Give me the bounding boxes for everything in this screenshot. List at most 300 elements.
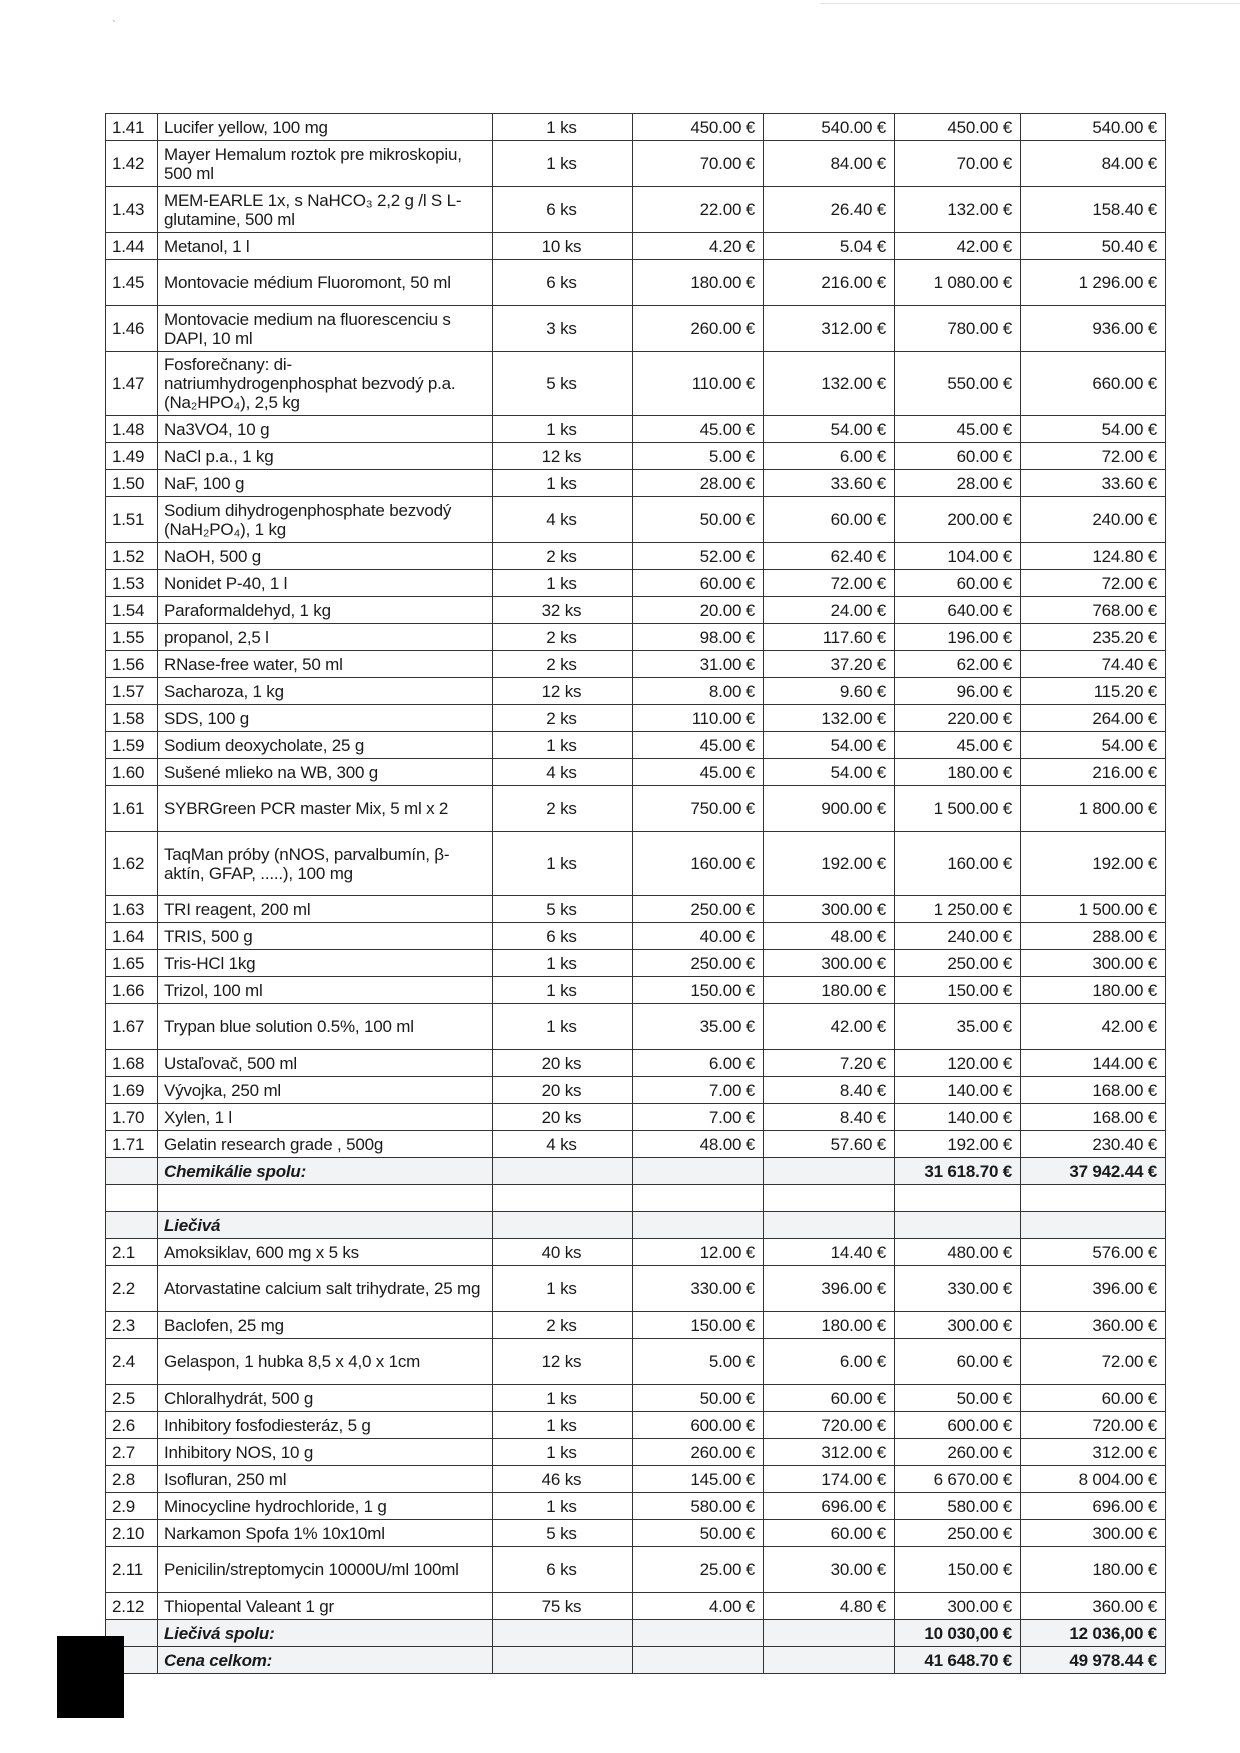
item-quantity: 2 ks: [493, 651, 633, 678]
item-total-vat: 54.00 €: [1021, 416, 1166, 443]
item-unit-price-vat: 5.04 €: [764, 233, 895, 260]
item-unit-price-vat: 62.40 €: [764, 543, 895, 570]
item-unit-price-vat: 72.00 €: [764, 570, 895, 597]
item-number: 1.68: [106, 1050, 158, 1077]
item-unit-price: 52.00 €: [633, 543, 764, 570]
item-unit-price-vat: 696.00 €: [764, 1493, 895, 1520]
item-number: 2.9: [106, 1493, 158, 1520]
item-total-vat: 180.00 €: [1021, 1547, 1166, 1593]
table-row: [106, 1104, 1166, 1131]
table-row: [106, 1412, 1166, 1439]
item-quantity: 5 ks: [493, 1520, 633, 1547]
table-row: [106, 759, 1166, 786]
item-unit-price-vat: 54.00 €: [764, 416, 895, 443]
item-total-vat: 74.40 €: [1021, 651, 1166, 678]
item-total: 45.00 €: [895, 416, 1021, 443]
item-unit-price-vat: 8.40 €: [764, 1104, 895, 1131]
item-number: 1.50: [106, 470, 158, 497]
item-total-vat: 936.00 €: [1021, 306, 1166, 352]
item-unit-price-vat: 37.20 €: [764, 651, 895, 678]
item-name: Fosforečnany: di-natriumhydrogenphosphat bezvodý p.a. (Na₂HPO₄), 2,5 kg: [158, 352, 493, 416]
item-number: 1.51: [106, 497, 158, 543]
item-total: 330.00 €: [895, 1266, 1021, 1312]
item-total: 96.00 €: [895, 678, 1021, 705]
item-unit-price: 4.20 €: [633, 233, 764, 260]
table-row: [106, 114, 1166, 141]
item-total: 300.00 €: [895, 1593, 1021, 1620]
item-total: 42.00 €: [895, 233, 1021, 260]
item-total-vat: 72.00 €: [1021, 570, 1166, 597]
item-total: 160.00 €: [895, 832, 1021, 896]
item-number: 1.47: [106, 352, 158, 416]
item-total-vat: 230.40 €: [1021, 1131, 1166, 1158]
item-total: 104.00 €: [895, 543, 1021, 570]
item-unit-price: 45.00 €: [633, 759, 764, 786]
item-total: 1 500.00 €: [895, 786, 1021, 832]
item-total: 250.00 €: [895, 1520, 1021, 1547]
item-total-vat: 192.00 €: [1021, 832, 1166, 896]
item-unit-price-vat: 117.60 €: [764, 624, 895, 651]
item-quantity: 20 ks: [493, 1104, 633, 1131]
item-number: 1.48: [106, 416, 158, 443]
item-unit-price-vat: 180.00 €: [764, 1312, 895, 1339]
item-name: Amoksiklav, 600 mg x 5 ks: [158, 1239, 493, 1266]
item-total: 450.00 €: [895, 114, 1021, 141]
item-unit-price: 110.00 €: [633, 352, 764, 416]
item-name: RNase-free water, 50 ml: [158, 651, 493, 678]
item-quantity: 2 ks: [493, 705, 633, 732]
item-total-vat: 54.00 €: [1021, 732, 1166, 759]
scan-speck: `: [112, 18, 116, 32]
item-unit-price-vat: 216.00 €: [764, 260, 895, 306]
item-total: 180.00 €: [895, 759, 1021, 786]
totals-section: [106, 1620, 1166, 1674]
item-total-vat: 158.40 €: [1021, 187, 1166, 233]
table-row: [106, 260, 1166, 306]
item-total: 50.00 €: [895, 1385, 1021, 1412]
item-quantity: 5 ks: [493, 896, 633, 923]
item-name: NaOH, 500 g: [158, 543, 493, 570]
item-quantity: 1 ks: [493, 1004, 633, 1050]
item-number: 1.55: [106, 624, 158, 651]
item-unit-price-vat: 132.00 €: [764, 705, 895, 732]
item-unit-price: 750.00 €: [633, 786, 764, 832]
drugs-total-label: Liečivá spolu:: [158, 1620, 493, 1647]
grand-total-label: Cena celkom:: [158, 1647, 493, 1674]
item-unit-price-vat: 60.00 €: [764, 1520, 895, 1547]
item-number: 1.60: [106, 759, 158, 786]
item-unit-price: 260.00 €: [633, 1439, 764, 1466]
item-unit-price: 50.00 €: [633, 1520, 764, 1547]
item-total: 1 250.00 €: [895, 896, 1021, 923]
item-number: 1.58: [106, 705, 158, 732]
item-name: Sušené mlieko na WB, 300 g: [158, 759, 493, 786]
item-unit-price-vat: 312.00 €: [764, 1439, 895, 1466]
item-unit-price: 5.00 €: [633, 443, 764, 470]
item-total: 220.00 €: [895, 705, 1021, 732]
item-quantity: 1 ks: [493, 832, 633, 896]
item-unit-price: 20.00 €: [633, 597, 764, 624]
item-name: Trypan blue solution 0.5%, 100 ml: [158, 1004, 493, 1050]
item-quantity: 1 ks: [493, 1412, 633, 1439]
table-row: [106, 651, 1166, 678]
item-name: Gelatin research grade , 500g: [158, 1131, 493, 1158]
item-unit-price: 70.00 €: [633, 141, 764, 187]
item-total-vat: 396.00 €: [1021, 1266, 1166, 1312]
item-quantity: 10 ks: [493, 233, 633, 260]
table-row: [106, 570, 1166, 597]
item-number: 2.12: [106, 1593, 158, 1620]
item-quantity: 1 ks: [493, 1439, 633, 1466]
item-unit-price: 48.00 €: [633, 1131, 764, 1158]
item-total: 62.00 €: [895, 651, 1021, 678]
item-total: 60.00 €: [895, 443, 1021, 470]
table-row: [106, 470, 1166, 497]
item-number: 1.64: [106, 923, 158, 950]
item-name: MEM-EARLE 1x, s NaHCO₃ 2,2 g /l S L-glutamine, 500 ml: [158, 187, 493, 233]
item-unit-price: 580.00 €: [633, 1493, 764, 1520]
item-unit-price: 450.00 €: [633, 114, 764, 141]
item-quantity: 1 ks: [493, 1385, 633, 1412]
item-unit-price: 150.00 €: [633, 977, 764, 1004]
table-row: [106, 732, 1166, 759]
table-row: [106, 1385, 1166, 1412]
item-total-vat: 144.00 €: [1021, 1050, 1166, 1077]
item-quantity: 2 ks: [493, 543, 633, 570]
item-quantity: 1 ks: [493, 732, 633, 759]
table-row: [106, 705, 1166, 732]
item-total-vat: 115.20 €: [1021, 678, 1166, 705]
item-number: 1.42: [106, 141, 158, 187]
grand-total-row: [106, 1647, 1166, 1674]
item-unit-price-vat: 60.00 €: [764, 497, 895, 543]
item-name: Chloralhydrát, 500 g: [158, 1385, 493, 1412]
item-unit-price-vat: 54.00 €: [764, 759, 895, 786]
item-name: Gelaspon, 1 hubka 8,5 x 4,0 x 1cm: [158, 1339, 493, 1385]
item-total: 780.00 €: [895, 306, 1021, 352]
item-total: 640.00 €: [895, 597, 1021, 624]
item-total: 300.00 €: [895, 1312, 1021, 1339]
item-unit-price: 145.00 €: [633, 1466, 764, 1493]
table-row: [106, 624, 1166, 651]
table-row: [106, 1312, 1166, 1339]
price-table: [105, 113, 1166, 1674]
item-number: 2.10: [106, 1520, 158, 1547]
item-total-vat: 1 800.00 €: [1021, 786, 1166, 832]
item-total-vat: 60.00 €: [1021, 1385, 1166, 1412]
item-name: TaqMan próby (nNOS, parvalbumín, β-aktín, GFAP, .....), 100 mg: [158, 832, 493, 896]
item-unit-price: 8.00 €: [633, 678, 764, 705]
item-number: 2.7: [106, 1439, 158, 1466]
table-row: [106, 1050, 1166, 1077]
item-total: 28.00 €: [895, 470, 1021, 497]
item-quantity: 75 ks: [493, 1593, 633, 1620]
table-row: [106, 1239, 1166, 1266]
item-total: 70.00 €: [895, 141, 1021, 187]
item-unit-price-vat: 312.00 €: [764, 306, 895, 352]
item-name: Na3VO4, 10 g: [158, 416, 493, 443]
item-total: 196.00 €: [895, 624, 1021, 651]
item-name: propanol, 2,5 l: [158, 624, 493, 651]
item-name: Atorvastatine calcium salt trihydrate, 25 mg: [158, 1266, 493, 1312]
item-number: 1.53: [106, 570, 158, 597]
item-unit-price: 5.00 €: [633, 1339, 764, 1385]
item-unit-price: 50.00 €: [633, 497, 764, 543]
item-quantity: 4 ks: [493, 759, 633, 786]
item-quantity: 46 ks: [493, 1466, 633, 1493]
drugs-heading: Liečivá: [158, 1212, 493, 1239]
item-unit-price-vat: 30.00 €: [764, 1547, 895, 1593]
item-total-vat: 300.00 €: [1021, 950, 1166, 977]
item-unit-price-vat: 9.60 €: [764, 678, 895, 705]
item-quantity: 6 ks: [493, 1547, 633, 1593]
item-quantity: 1 ks: [493, 977, 633, 1004]
item-unit-price: 6.00 €: [633, 1050, 764, 1077]
item-number: 1.69: [106, 1077, 158, 1104]
item-total: 60.00 €: [895, 570, 1021, 597]
item-number: 2.3: [106, 1312, 158, 1339]
item-unit-price-vat: 720.00 €: [764, 1412, 895, 1439]
item-quantity: 20 ks: [493, 1050, 633, 1077]
item-unit-price: 35.00 €: [633, 1004, 764, 1050]
item-total-vat: 720.00 €: [1021, 1412, 1166, 1439]
table-row: [106, 233, 1166, 260]
table-row: [106, 1004, 1166, 1050]
item-total-vat: 360.00 €: [1021, 1593, 1166, 1620]
item-total-vat: 72.00 €: [1021, 1339, 1166, 1385]
item-total-vat: 168.00 €: [1021, 1077, 1166, 1104]
item-quantity: 2 ks: [493, 786, 633, 832]
item-total-vat: 8 004.00 €: [1021, 1466, 1166, 1493]
item-number: 1.49: [106, 443, 158, 470]
item-unit-price: 260.00 €: [633, 306, 764, 352]
item-unit-price: 110.00 €: [633, 705, 764, 732]
item-number: 1.57: [106, 678, 158, 705]
item-unit-price: 330.00 €: [633, 1266, 764, 1312]
item-unit-price: 4.00 €: [633, 1593, 764, 1620]
item-quantity: 1 ks: [493, 114, 633, 141]
table-row: [106, 1439, 1166, 1466]
item-unit-price: 250.00 €: [633, 950, 764, 977]
item-number: 1.62: [106, 832, 158, 896]
item-unit-price-vat: 7.20 €: [764, 1050, 895, 1077]
item-number: 1.71: [106, 1131, 158, 1158]
item-quantity: 4 ks: [493, 1131, 633, 1158]
item-number: 2.4: [106, 1339, 158, 1385]
drugs-section: [106, 1239, 1166, 1620]
item-name: Nonidet P-40, 1 l: [158, 570, 493, 597]
table-row: [106, 416, 1166, 443]
table-row: [106, 1266, 1166, 1312]
item-name: Minocycline hydrochloride, 1 g: [158, 1493, 493, 1520]
item-quantity: 32 ks: [493, 597, 633, 624]
item-number: 1.70: [106, 1104, 158, 1131]
item-name: Vývojka, 250 ml: [158, 1077, 493, 1104]
item-total: 150.00 €: [895, 977, 1021, 1004]
item-number: 2.2: [106, 1266, 158, 1312]
item-total-vat: 660.00 €: [1021, 352, 1166, 416]
item-number: 1.67: [106, 1004, 158, 1050]
item-total: 132.00 €: [895, 187, 1021, 233]
item-total-vat: 42.00 €: [1021, 1004, 1166, 1050]
item-total-vat: 540.00 €: [1021, 114, 1166, 141]
chemicals-section: [106, 114, 1166, 1158]
item-total-vat: 180.00 €: [1021, 977, 1166, 1004]
item-unit-price-vat: 48.00 €: [764, 923, 895, 950]
item-unit-price: 31.00 €: [633, 651, 764, 678]
item-unit-price: 12.00 €: [633, 1239, 764, 1266]
item-total-vat: 312.00 €: [1021, 1439, 1166, 1466]
table-row: [106, 950, 1166, 977]
chemicals-total-vat-value: 37 942.44 €: [1021, 1158, 1166, 1185]
item-unit-price: 180.00 €: [633, 260, 764, 306]
table-row: [106, 497, 1166, 543]
table-row: [106, 977, 1166, 1004]
table-row: [106, 1466, 1166, 1493]
item-total-vat: 72.00 €: [1021, 443, 1166, 470]
item-quantity: 6 ks: [493, 923, 633, 950]
item-total-vat: 124.80 €: [1021, 543, 1166, 570]
item-unit-price: 40.00 €: [633, 923, 764, 950]
chemicals-total-label: Chemikálie spolu:: [158, 1158, 493, 1185]
item-total-vat: 264.00 €: [1021, 705, 1166, 732]
item-number: 2.5: [106, 1385, 158, 1412]
item-name: Paraformaldehyd, 1 kg: [158, 597, 493, 624]
item-number: 1.61: [106, 786, 158, 832]
scan-edge-line: [820, 3, 1240, 4]
item-name: Thiopental Valeant 1 gr: [158, 1593, 493, 1620]
table-row: [106, 678, 1166, 705]
item-quantity: 2 ks: [493, 1312, 633, 1339]
table-row: [106, 1593, 1166, 1620]
item-total: 35.00 €: [895, 1004, 1021, 1050]
item-unit-price-vat: 24.00 €: [764, 597, 895, 624]
item-number: 1.59: [106, 732, 158, 759]
item-unit-price-vat: 84.00 €: [764, 141, 895, 187]
item-unit-price-vat: 132.00 €: [764, 352, 895, 416]
grand-total-vat-value: 49 978.44 €: [1021, 1647, 1166, 1674]
item-unit-price-vat: 180.00 €: [764, 977, 895, 1004]
item-unit-price: 60.00 €: [633, 570, 764, 597]
item-number: 1.46: [106, 306, 158, 352]
item-unit-price-vat: 300.00 €: [764, 950, 895, 977]
item-name: Tris-HCl 1kg: [158, 950, 493, 977]
item-number: 1.66: [106, 977, 158, 1004]
table-row: [106, 352, 1166, 416]
item-name: Penicilin/streptomycin 10000U/ml 100ml: [158, 1547, 493, 1593]
table-row: [106, 1131, 1166, 1158]
item-number: 1.52: [106, 543, 158, 570]
table-row: [106, 1493, 1166, 1520]
item-total: 550.00 €: [895, 352, 1021, 416]
item-total-vat: 33.60 €: [1021, 470, 1166, 497]
item-quantity: 3 ks: [493, 306, 633, 352]
table-row: [106, 543, 1166, 570]
item-number: 1.43: [106, 187, 158, 233]
item-quantity: 12 ks: [493, 443, 633, 470]
item-name: Inhibitory fosfodiesteráz, 5 g: [158, 1412, 493, 1439]
table-row: [106, 1077, 1166, 1104]
item-total-vat: 768.00 €: [1021, 597, 1166, 624]
item-name: Trizol, 100 ml: [158, 977, 493, 1004]
item-number: 1.45: [106, 260, 158, 306]
item-total: 140.00 €: [895, 1077, 1021, 1104]
item-total: 260.00 €: [895, 1439, 1021, 1466]
item-unit-price-vat: 540.00 €: [764, 114, 895, 141]
item-unit-price: 7.00 €: [633, 1077, 764, 1104]
item-number: 2.11: [106, 1547, 158, 1593]
table-row: [106, 597, 1166, 624]
chemicals-total-value: 31 618.70 €: [895, 1158, 1021, 1185]
item-name: NaCl p.a., 1 kg: [158, 443, 493, 470]
item-number: 2.6: [106, 1412, 158, 1439]
item-name: NaF, 100 g: [158, 470, 493, 497]
drugs-heading-row: [106, 1212, 1166, 1239]
item-unit-price-vat: 60.00 €: [764, 1385, 895, 1412]
table-row: [106, 1520, 1166, 1547]
item-quantity: 12 ks: [493, 678, 633, 705]
item-unit-price: 98.00 €: [633, 624, 764, 651]
item-total: 60.00 €: [895, 1339, 1021, 1385]
redaction-block: [57, 1636, 124, 1718]
grand-total-value: 41 648.70 €: [895, 1647, 1021, 1674]
item-quantity: 40 ks: [493, 1239, 633, 1266]
item-total-vat: 288.00 €: [1021, 923, 1166, 950]
item-quantity: 1 ks: [493, 950, 633, 977]
item-quantity: 6 ks: [493, 260, 633, 306]
item-quantity: 2 ks: [493, 624, 633, 651]
item-total-vat: 1 296.00 €: [1021, 260, 1166, 306]
table-row: [106, 832, 1166, 896]
table-row: [106, 923, 1166, 950]
item-total: 200.00 €: [895, 497, 1021, 543]
item-number: 1.56: [106, 651, 158, 678]
chemicals-total-section: [106, 1158, 1166, 1239]
item-name: Isofluran, 250 ml: [158, 1466, 493, 1493]
item-unit-price-vat: 174.00 €: [764, 1466, 895, 1493]
item-number: 1.54: [106, 597, 158, 624]
item-total-vat: 1 500.00 €: [1021, 896, 1166, 923]
item-name: Baclofen, 25 mg: [158, 1312, 493, 1339]
item-total: 192.00 €: [895, 1131, 1021, 1158]
item-quantity: 1 ks: [493, 570, 633, 597]
item-total: 6 670.00 €: [895, 1466, 1021, 1493]
item-total-vat: 360.00 €: [1021, 1312, 1166, 1339]
item-quantity: 6 ks: [493, 187, 633, 233]
chemicals-total-row: [106, 1158, 1166, 1185]
item-unit-price-vat: 33.60 €: [764, 470, 895, 497]
item-unit-price-vat: 300.00 €: [764, 896, 895, 923]
item-name: Inhibitory NOS, 10 g: [158, 1439, 493, 1466]
item-total-vat: 576.00 €: [1021, 1239, 1166, 1266]
item-unit-price: 22.00 €: [633, 187, 764, 233]
item-unit-price-vat: 396.00 €: [764, 1266, 895, 1312]
item-quantity: 4 ks: [493, 497, 633, 543]
item-total-vat: 696.00 €: [1021, 1493, 1166, 1520]
item-quantity: 1 ks: [493, 1266, 633, 1312]
item-name: Montovacie médium Fluoromont, 50 ml: [158, 260, 493, 306]
item-unit-price: 160.00 €: [633, 832, 764, 896]
table-row: [106, 306, 1166, 352]
item-total-vat: 50.40 €: [1021, 233, 1166, 260]
item-total: 600.00 €: [895, 1412, 1021, 1439]
table-row: [106, 443, 1166, 470]
item-name: Narkamon Spofa 1% 10x10ml: [158, 1520, 493, 1547]
item-name: Sacharoza, 1 kg: [158, 678, 493, 705]
item-number: 2.1: [106, 1239, 158, 1266]
item-quantity: 1 ks: [493, 141, 633, 187]
item-number: 2.8: [106, 1466, 158, 1493]
